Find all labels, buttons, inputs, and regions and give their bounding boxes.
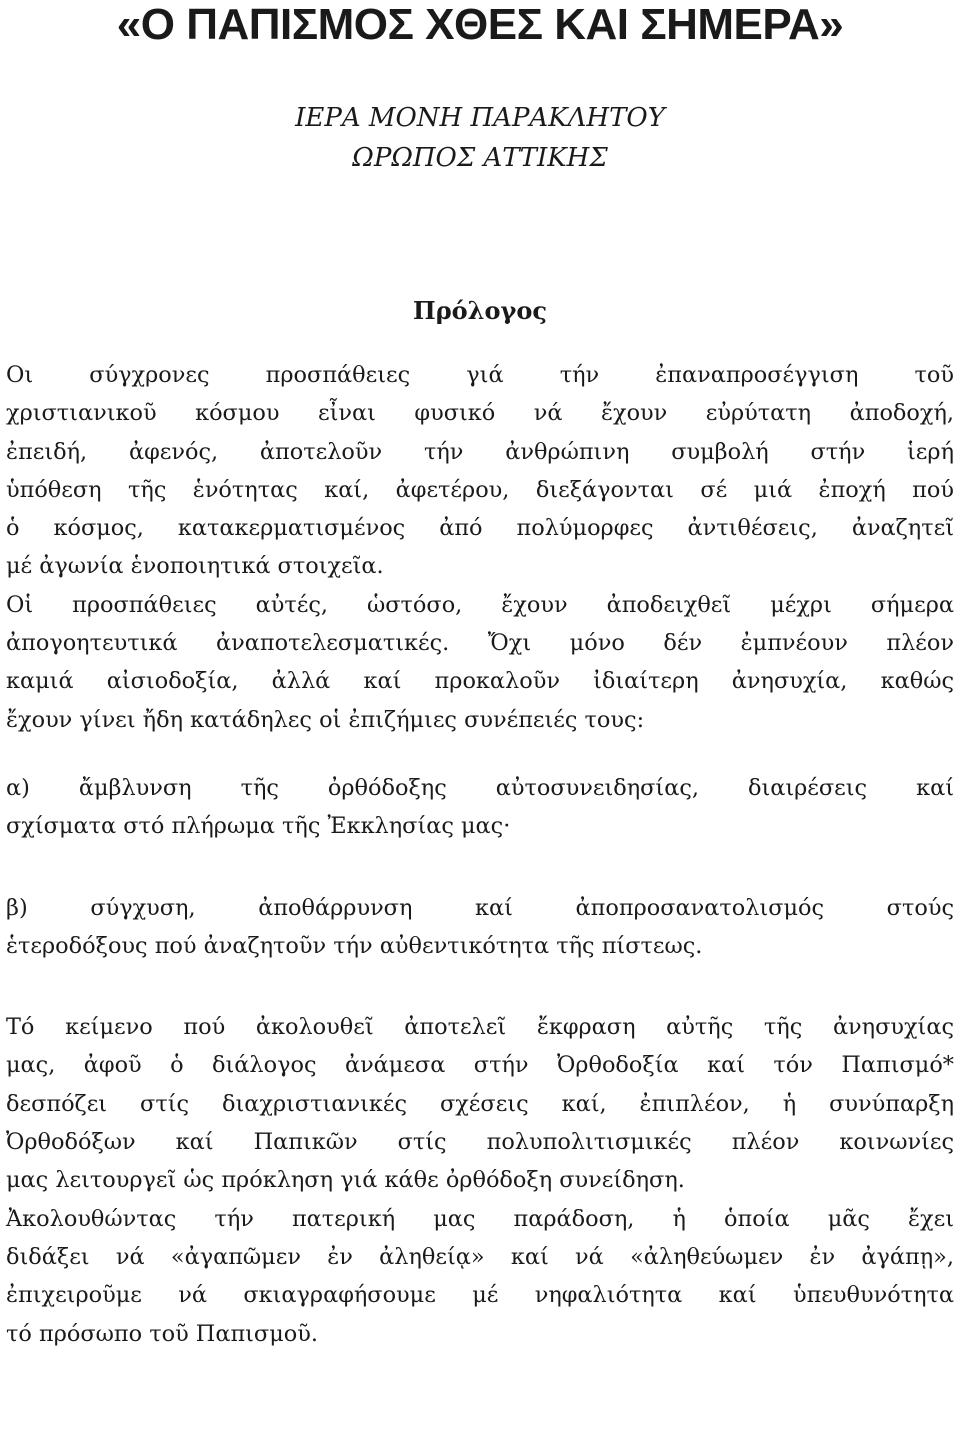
text-line: α) ἄμβλυνση τῆς ὀρθόδοξης αὐτοσυνειδησίας, διαιρέσεις καί	[6, 774, 954, 801]
point-b-paragraph	[6, 889, 954, 966]
text-line: Ὀρθοδόξων καί Παπικῶν στίς πολυπολιτισμικές πλέον κοινωνίες	[6, 1129, 954, 1156]
text-line: τό πρόσωπο τοῦ Παπισμοῦ.	[6, 1320, 318, 1347]
closing-paragraph	[6, 1008, 954, 1353]
text-line: μας, ἀφοῦ ὁ διάλογος ἀνάμεσα στήν Ὀρθοδοξία καί τόν Παπισμό*	[6, 1052, 954, 1079]
text-line: δεσπόζει στίς διαχριστιανικές σχέσεις καί, ἐπιπλέον, ἡ συνύπαρξη	[6, 1090, 954, 1117]
subtitle-block	[6, 98, 954, 178]
text-line: Ἀκολουθώντας τήν πατερική μας παράδοση, ἡ ὁποία μᾶς ἔχει	[6, 1205, 954, 1232]
text-line: ὑπόθεση τῆς ἑνότητας καί, ἀφετέρου, διεξάγονται σέ μιά ἐποχή πού	[6, 476, 954, 503]
text-line: διδάξει νά «ἀγαπῶμεν ἐν ἀληθείᾳ» καί νά «ἀληθεύωμεν ἐν ἀγάπῃ»,	[6, 1243, 954, 1270]
section-heading: Πρόλογος	[413, 296, 547, 325]
text-line: ἔχουν γίνει ἤδη κατάδηλες οἱ ἐπιζήμιες συνέπειές τους:	[6, 706, 645, 733]
text-line: ἐπιχειροῦμε νά σκιαγραφήσουμε μέ νηφαλιότητα καί ὑπευθυνότητα	[6, 1282, 954, 1309]
text-line: σχίσματα στό πλήρωμα τῆς Ἐκκλησίας μας·	[6, 813, 511, 840]
text-line: ἑτεροδόξους πού ἀναζητοῦν τήν αὐθεντικότητα τῆς πίστεως.	[6, 932, 703, 959]
text-line: Οι σύγχρονες προσπάθειες γιά τήν ἐπαναπροσέγγιση τοῦ	[6, 362, 954, 388]
text-line: ὁ κόσμος, κατακερματισμένος ἀπό πολύμορφες ἀντιθέσεις, ἀναζητεῖ	[6, 515, 954, 542]
text-line: Οἱ προσπάθειες αὐτές, ὡστόσο, ἔχουν ἀποδειχθεῖ μέχρι σήμερα	[6, 591, 954, 618]
text-line: β) σύγχυση, ἀποθάρρυνση καί ἀποπροσανατολισμός στούς	[6, 894, 954, 921]
text-line: ἀπογοητευτικά ἀναποτελεσματικές. Ὄχι μόνο δέν ἐμπνέουν πλέον	[6, 630, 954, 657]
document-title: «Ο ΠΑΠΙΣΜΟΣ ΧΘΕΣ ΚΑΙ ΣΗΜΕΡΑ»	[116, 0, 844, 49]
text-line: ἐπειδή, ἀφενός, ἀποτελοῦν τήν ἀνθρώπινη συμβολή στήν ἱερή	[6, 438, 954, 465]
monastery-location: ΩΡΩΠΟΣ ΑΤΤΙΚΗΣ	[352, 143, 608, 173]
intro-paragraph	[6, 356, 954, 739]
text-line: χριστιανικοῦ κόσμου εἶναι φυσικό νά ἔχουν εὐρύτατη ἀποδοχή,	[6, 400, 954, 427]
text-line: Τό κείμενο πού ἀκολουθεῖ ἀποτελεῖ ἔκφραση αὐτῆς τῆς ἀνησυχίας	[6, 1014, 954, 1041]
text-line: μέ ἀγωνία ἑνοποιητικά στοιχεῖα.	[6, 553, 384, 580]
text-line: μας λειτουργεῖ ὡς πρόκληση γιά κάθε ὀρθόδοξη συνείδηση.	[6, 1167, 685, 1194]
text-line: καμιά αἰσιοδοξία, ἀλλά καί προκαλοῦν ἰδιαίτερη ἀνησυχία, καθώς	[6, 668, 954, 695]
point-a-paragraph	[6, 769, 954, 846]
monastery-name: ΙΕΡΑ ΜΟΝΗ ΠΑΡΑΚΛΗΤΟΥ	[295, 103, 665, 133]
